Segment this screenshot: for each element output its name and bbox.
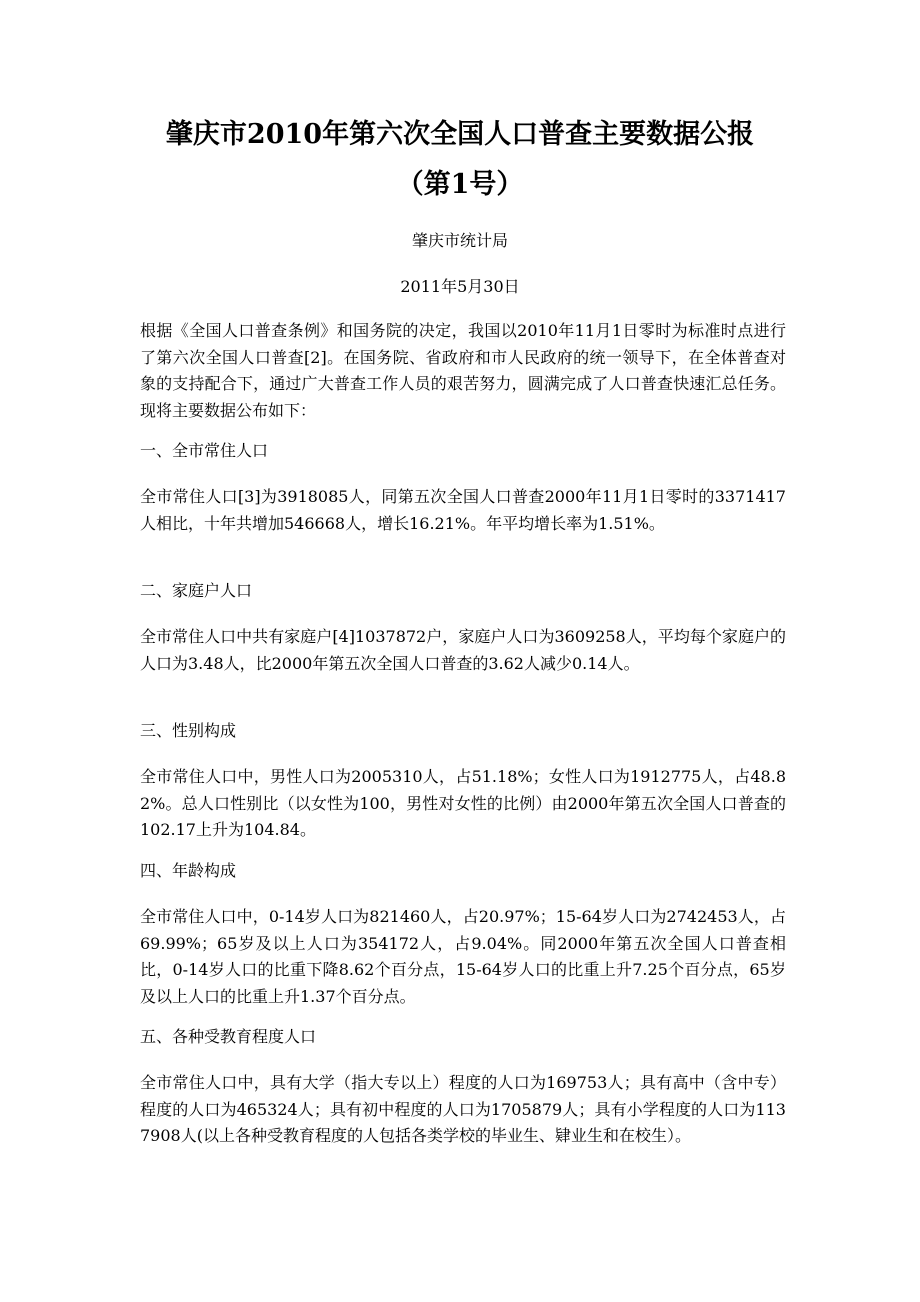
intro-paragraph: 根据《全国人口普查条例》和国务院的决定，我国以2010年11月1日零时为标准时点进行了第六次全国人口普查[2]。在国务院、省政府和市人民政府的统一领导下，在全体普查对象的支持配合下，通过广大普查工作人员的艰苦努力，圆满完成了人口普查快速汇总任务。现将主要数据公布如下： — [140, 321, 786, 420]
section-text-age-composition: 全市常住人口中，0-14岁人口为821460人，占20.97%；15-64岁人口为2742453人，占69.99%；65岁及以上人口为354172人，占9.04%。同2000年第五次全国人口普查相比，0-14岁人口的比重下降8.62个百分点，15-64岁人口的比重上升7.25个百分点，65岁及以上人口的比重上升1.37个百分点。 — [140, 907, 786, 1006]
section-text-gender-composition: 全市常住人口中，男性人口为2005310人，占51.18%；女性人口为1912775人，占48.82%。总人口性别比（以女性为100，男性对女性的比例）由2000年第五次全国人口普查的102.17上升为104.84。 — [140, 767, 786, 839]
section-heading-education-levels: 五、各种受教育程度人口 — [140, 1027, 317, 1046]
document-date: 2011年5月30日 — [400, 277, 520, 296]
section-text-household-population: 全市常住人口中共有家庭户[4]1037872户，家庭户人口为3609258人，平均每个家庭户的人口为3.48人，比2000年第五次全国人口普查的3.62人减少0.14人。 — [140, 627, 786, 673]
section-heading-resident-population: 一、全市常住人口 — [140, 441, 269, 460]
section-text-education-levels: 全市常住人口中，具有大学（指大专以上）程度的人口为169753人；具有高中（含中专）程度的人口为465324人；具有初中程度的人口为1705879人；具有小学程度的人口为1137908人(以上各种受教育程度的人包括各类学校的毕业生、肄业生和在校生）。 — [140, 1073, 786, 1145]
section-heading-gender-composition: 三、性别构成 — [140, 721, 237, 740]
document-issue-number: （第1号） — [396, 169, 524, 200]
section-heading-household-population: 二、家庭户人口 — [140, 581, 253, 600]
section-text-resident-population: 全市常住人口[3]为3918085人，同第五次全国人口普查2000年11月1日零时的3371417人相比，十年共增加546668人，增长16.21%。年平均增长率为1.51%。 — [140, 487, 786, 533]
document-title: 肇庆市2010年第六次全国人口普查主要数据公报 — [165, 119, 755, 150]
document-author: 肇庆市统计局 — [411, 231, 508, 250]
section-heading-age-composition: 四、年龄构成 — [140, 861, 237, 880]
